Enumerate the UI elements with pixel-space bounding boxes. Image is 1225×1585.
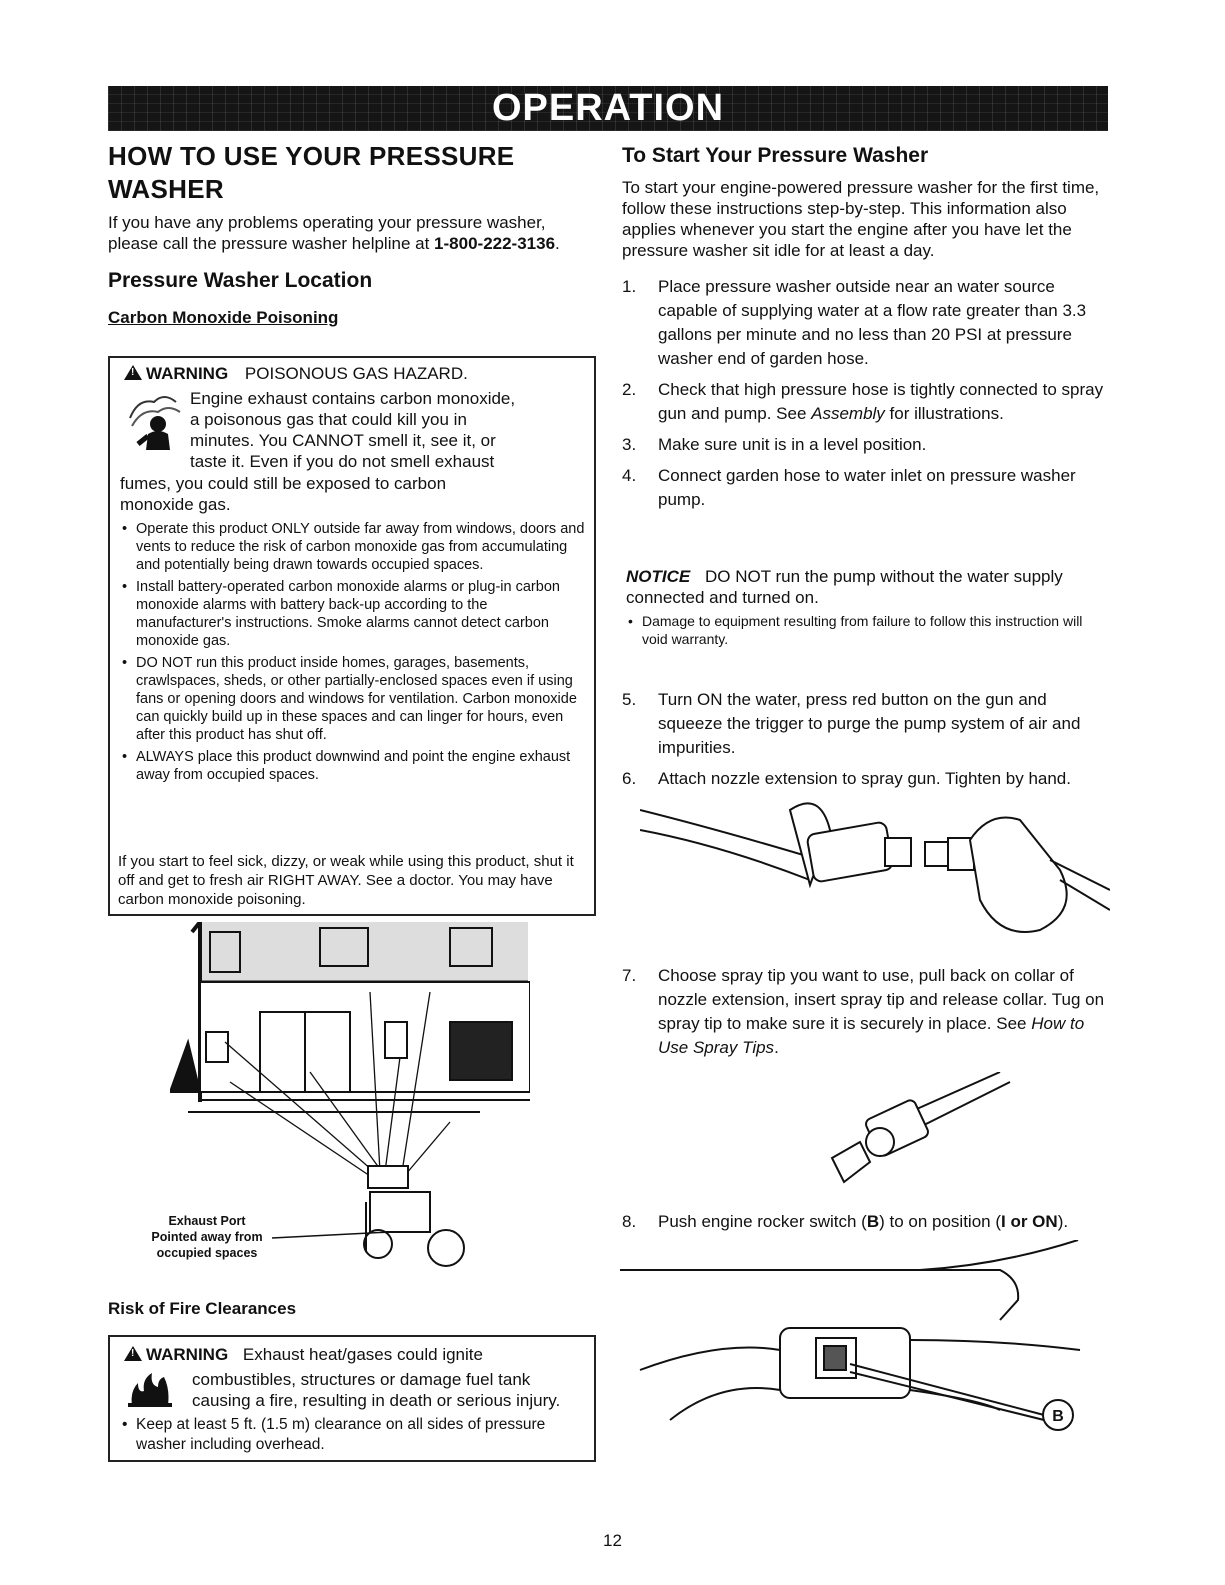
helpline-paragraph — [108, 212, 596, 254]
fire-heading: Risk of Fire Clearances — [108, 1299, 297, 1318]
step-text: Check that high pressure hose is tightly connected to spray gun and pump. See — [658, 380, 1104, 423]
steps-list-2 — [622, 688, 1112, 798]
list-item: • Keep at least 5 ft. (1.5 m) clearance on all sides of pressure washer including overhead. — [122, 1416, 546, 1453]
helpline-phone: 1-800-222-3136 — [434, 234, 556, 253]
fire-warning-line: combustibles, structures or damage fuel tank — [192, 1370, 531, 1389]
list-item: • DO NOT run this product inside homes, garages, basements, crawlspaces, sheds, or other partially-enclosed spaces even if using fans or opening doors and windows for ventilation. Carbon monoxide can quickly build up in these spaces and can linger for hours, even after this product has shut off. — [122, 655, 577, 743]
step-text: Connect garden hose to water inlet on pressure washer pump. — [658, 466, 1076, 509]
fire-warning-line1: Exhaust heat/gases could ignite — [242, 1345, 483, 1364]
rocker-switch-illustration — [620, 1240, 1090, 1440]
bullet-text: Keep at least 5 ft. (1.5 m) clearance on all sides of pressure washer including overhead. — [136, 1416, 546, 1453]
start-intro: To start your engine-powered pressure washer for the first time, follow these instructions step-by-step. This information also applies whenever you start the engine after you have let the pressure washer sit idle for at least a day. — [622, 178, 1100, 260]
step-item — [622, 378, 1110, 426]
fire-icon — [128, 1371, 172, 1407]
co-warning-line: Engine exhaust contains carbon monoxide, — [190, 389, 516, 408]
fire-warning-bullets — [120, 1415, 585, 1459]
list-item: • Operate this product ONLY outside far away from windows, doors and vents to reduce the risk of carbon monoxide gas from accumulating and potentially being drawn towards occupied spaces. — [122, 521, 585, 573]
co-warning-line: minutes. You CANNOT smell it, see it, or — [190, 431, 496, 450]
step-text: . — [774, 1038, 779, 1057]
step-number: 7. — [622, 966, 637, 985]
step-number: 8. — [622, 1212, 637, 1231]
exhaust-label-line: Exhaust Port — [168, 1214, 246, 1228]
step-text: Push engine rocker switch ( — [658, 1212, 867, 1231]
location-heading: Pressure Washer Location — [108, 269, 373, 292]
list-item: • ALWAYS place this product downwind and point the engine exhaust away from occupied spaces. — [122, 749, 571, 783]
co-warning-text-top — [190, 388, 585, 472]
step-item — [622, 464, 1110, 512]
fire-warning-line: causing a fire, resulting in death or serious injury. — [192, 1391, 561, 1410]
notice-bullets — [626, 612, 1096, 648]
fire-warning-signal: WARNING — [146, 1345, 229, 1364]
fire-warning-box — [108, 1335, 596, 1462]
list-item: • Damage to equipment resulting from failure to follow this instruction will void warranty. — [628, 613, 1083, 647]
step-text-italic: Assembly — [811, 404, 885, 423]
co-warning-footer: If you start to feel sick, dizzy, or weak while using this product, shut it off and get to fresh air RIGHT AWAY. See a doctor. You may have carbon monoxide poisoning. — [118, 853, 574, 908]
right-column — [622, 143, 1110, 519]
notice-signal: NOTICE — [626, 567, 691, 586]
step-text: Make sure unit is in a level position. — [658, 435, 927, 454]
co-warning-header — [124, 364, 468, 384]
steps-list — [622, 275, 1110, 512]
alert-triangle-icon — [124, 1346, 142, 1361]
step-text: ). — [1057, 1212, 1069, 1231]
step-number: 3. — [622, 435, 637, 454]
co-warning-signal: WARNING — [146, 364, 229, 383]
step-item — [622, 275, 1110, 371]
section-banner — [108, 86, 1108, 131]
step-text: ) to on position ( — [879, 1212, 1002, 1231]
fire-warning-text — [192, 1369, 560, 1411]
co-warning-line: fumes, you could still be exposed to carbon — [120, 474, 447, 493]
co-warning-hazard: POISONOUS GAS HAZARD. — [244, 364, 468, 383]
notice-text: DO NOT run the pump without the water supply connected and turned on. — [626, 567, 1063, 607]
alert-triangle-icon — [124, 365, 142, 380]
notice-text-block — [626, 566, 1096, 608]
step-text: Choose spray tip you want to use, pull back on collar of nozzle extension, insert spray tip and release collar. Tug on spray tip to make sure it is securely in place. See — [658, 966, 1105, 1033]
co-warning-text-bottom — [120, 473, 585, 515]
step-text: Attach nozzle extension to spray gun. Tighten by hand. — [658, 769, 1071, 788]
step-text: for illustrations. — [884, 404, 1004, 423]
step-item — [622, 964, 1112, 1060]
steps-list-4 — [622, 1210, 1122, 1241]
nozzle-attach-illustration — [640, 790, 1110, 970]
step-item — [622, 767, 1112, 791]
poison-gas-person-icon — [124, 388, 186, 452]
bullet-text: Operate this product ONLY outside far away from windows, doors and vents to reduce the risk of carbon monoxide gas from accumulating and potentially being drawn towards occupied spaces. — [136, 521, 585, 573]
step-text-bold: B — [866, 1212, 880, 1231]
step-number: 2. — [622, 380, 637, 399]
step-item — [622, 1210, 1122, 1234]
helpline-intro: If you have any problems operating your pressure washer, please call the pressure washer helpline at — [108, 213, 546, 253]
step-number: 5. — [622, 690, 637, 709]
co-heading: Carbon Monoxide Poisoning — [108, 308, 339, 327]
co-warning-line: monoxide gas. — [120, 495, 231, 514]
notice-block — [626, 566, 1096, 652]
helpline-phone-suffix: . — [555, 234, 560, 253]
co-warning-line: taste it. Even if you do not smell exhaust — [190, 452, 495, 471]
page-title: HOW TO USE YOUR PRESSURE WASHER — [108, 141, 515, 204]
step-number: 6. — [622, 769, 637, 788]
page-number: 12 — [603, 1531, 622, 1550]
exhaust-pointer-line — [272, 1230, 392, 1242]
step-number: 1. — [622, 277, 637, 296]
banner-title: OPERATION — [491, 87, 725, 129]
co-warning-line: a poisonous gas that could kill you in — [190, 410, 467, 429]
exhaust-port-label — [132, 1213, 282, 1261]
steps-list-3 — [622, 964, 1112, 1067]
bullet-text: Install battery-operated carbon monoxide alarms or plug-in carbon monoxide alarms with battery back-up according to the manufacturer's instructions. Smoke alarms cannot detect carbon monoxide gas. — [136, 579, 560, 649]
step-text: Place pressure washer outside near an water source capable of supplying water at a flow rate greater than 3.3 gallons per minute and no less than 20 PSI at pressure washer end of garden hose. — [658, 277, 1087, 368]
step-text-bold: I or ON — [1001, 1212, 1058, 1231]
step-item — [622, 688, 1112, 760]
step-text: Turn ON the water, press red button on the gun and squeeze the trigger to purge the pump system of air and impurities. — [658, 690, 1081, 757]
list-item: • Install battery-operated carbon monoxide alarms or plug-in carbon monoxide alarms with battery back-up according to the manufacturer's instructions. Smoke alarms cannot detect carbon monoxide gas. — [122, 579, 560, 649]
step-item — [622, 433, 1110, 457]
step-text-italic: How to Use Spray Tips — [658, 1014, 1085, 1057]
callout-b-label: B — [1052, 1408, 1064, 1425]
start-heading: To Start Your Pressure Washer — [622, 144, 929, 167]
co-warning-bullets — [120, 520, 585, 788]
bullet-text: ALWAYS place this product downwind and point the engine exhaust away from occupied spaces. — [136, 749, 571, 783]
bullet-text: Damage to equipment resulting from failure to follow this instruction will void warranty. — [642, 613, 1083, 647]
fire-warning-header — [124, 1345, 483, 1365]
co-warning-box — [108, 356, 596, 916]
left-column — [108, 140, 596, 328]
exhaust-label-line: occupied spaces — [156, 1246, 258, 1260]
bullet-text: DO NOT run this product inside homes, garages, basements, crawlspaces, sheds, or other partially-enclosed spaces even if using fans or opening doors and windows for ventilation. Carbon monoxide can quickly build up in these spaces and can linger for hours, even after this product has shut off. — [136, 655, 577, 743]
spray-tip-illustration — [830, 1072, 1030, 1192]
step-number: 4. — [622, 466, 637, 485]
exhaust-label-line: Pointed away from — [151, 1230, 263, 1244]
